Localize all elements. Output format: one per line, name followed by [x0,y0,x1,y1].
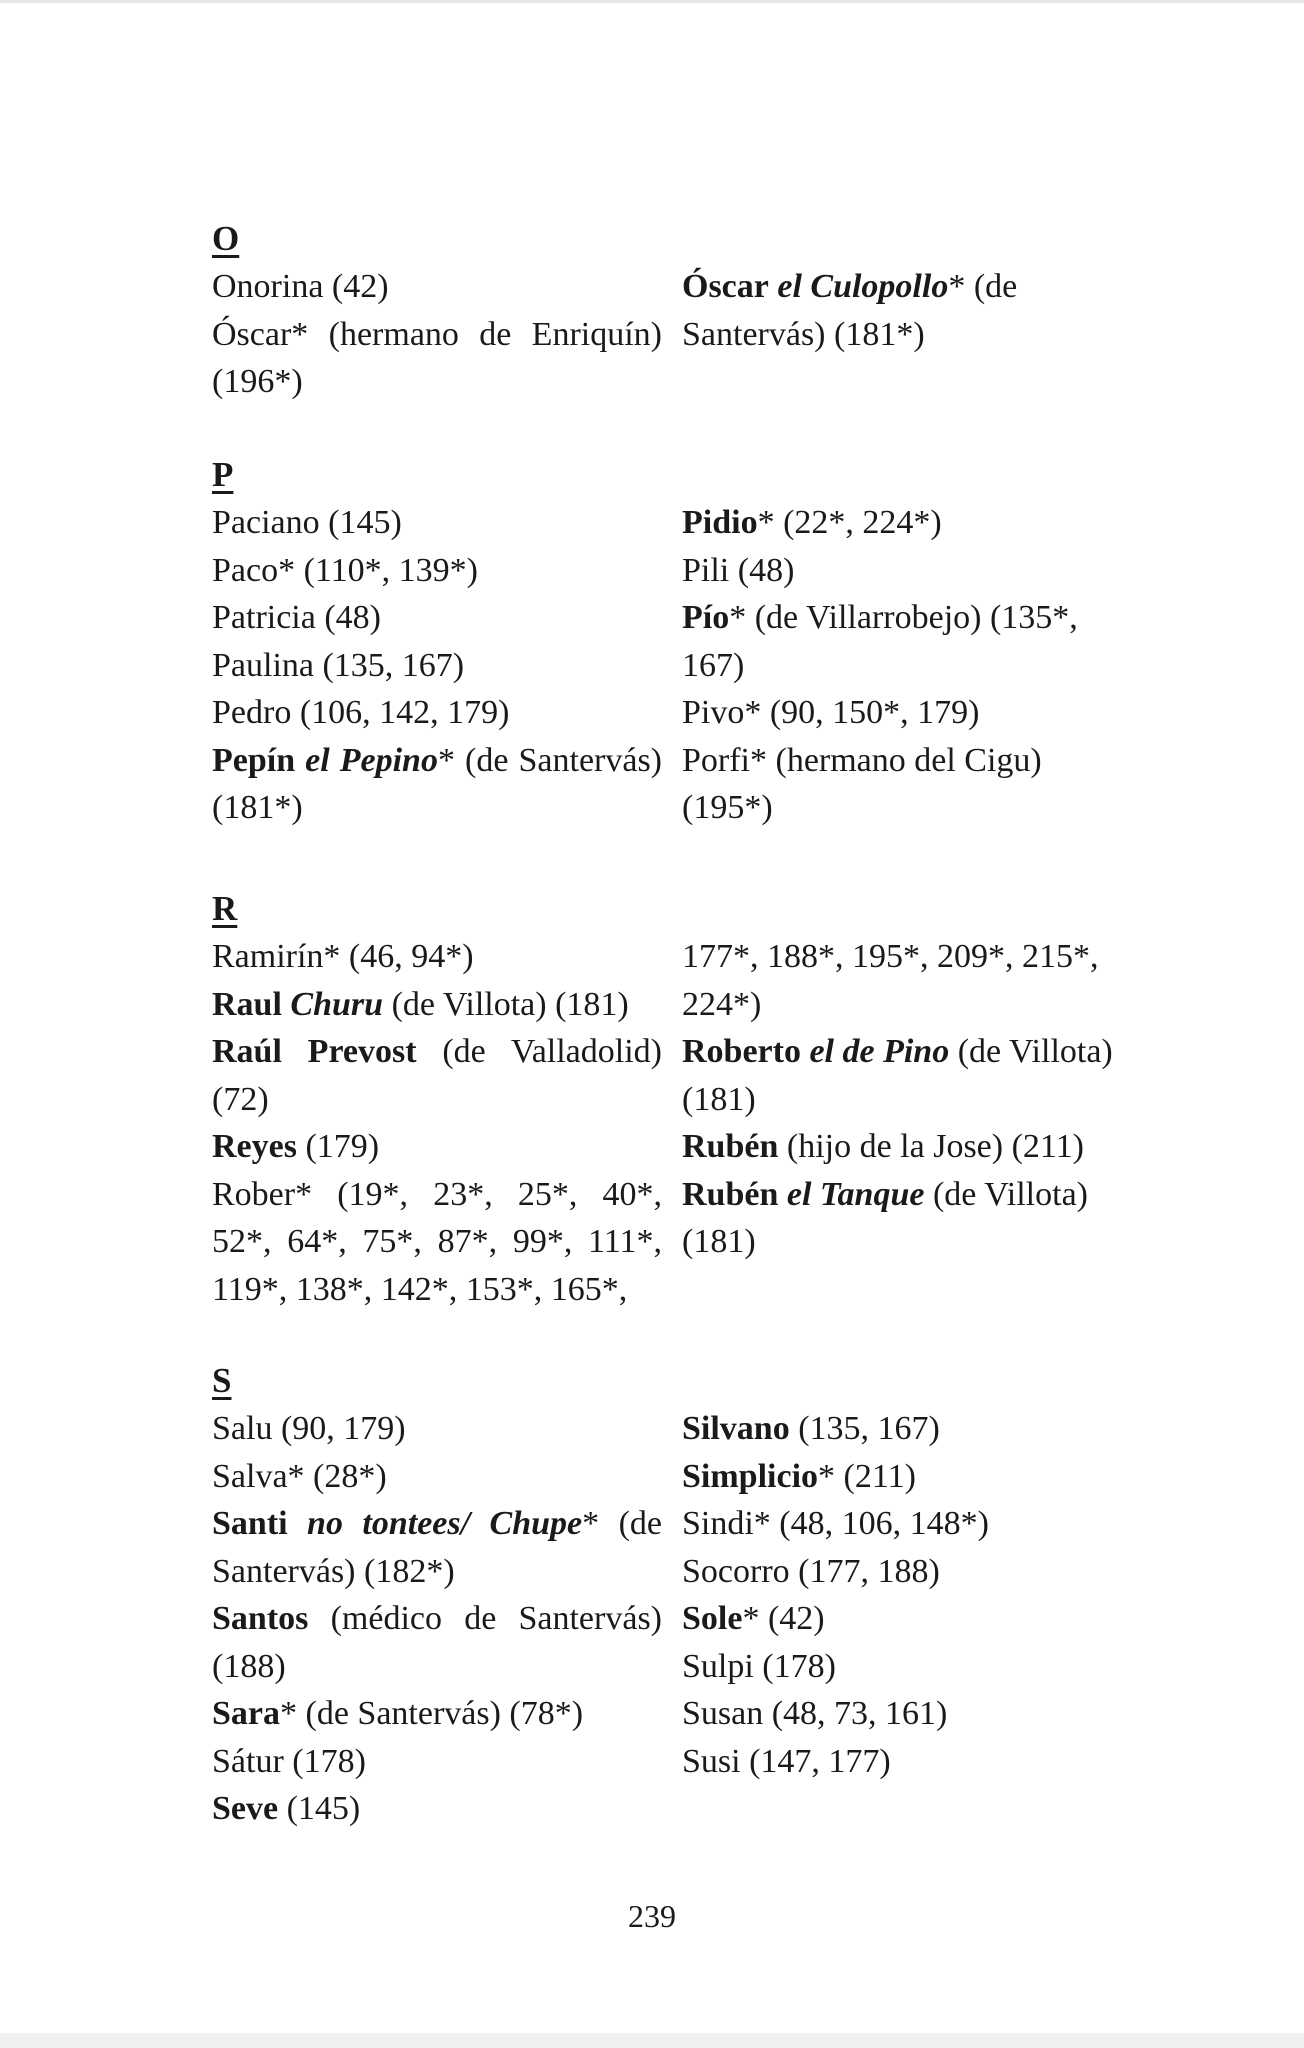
left-column [212,933,662,1313]
index-entry [682,933,1132,1028]
left-column [212,499,662,832]
entry-text: Patricia (48) [212,599,381,636]
entry-text: Salu (90, 179) [212,1410,406,1447]
index-entry [682,263,1132,358]
index-section-o [212,215,1132,406]
left-column [212,263,662,406]
entry-text: Sulpi (178) [682,1647,836,1685]
index-entry [212,933,662,981]
index-entry [212,263,662,311]
index-entry [212,1785,662,1833]
entry-text: Sátur (178) [212,1742,366,1780]
entry-text: Pili (48) [682,551,795,589]
entry-text: Paciano (145) [212,504,402,541]
index-entry [682,689,1132,737]
index-entry [212,1453,662,1501]
index-entry [682,1453,1132,1501]
entry-text: * (de Santervás) (181*) [212,741,662,826]
section-letter: O [212,219,240,258]
entry-text: (135, 167) [789,1410,940,1447]
entry-text: Paco* (110*, 139*) [212,551,478,589]
index-entry [212,311,662,406]
index-entry [212,1690,662,1738]
entry-text: (de Valladolid) (72) [212,1033,662,1118]
entry-text: Porfi* (hermano del Cigu) (195*) [682,741,1042,826]
entry-text: el Tanque [786,1175,925,1213]
entry-text [288,1505,307,1542]
entry-text: (médico de Santervás) (188) [212,1600,662,1685]
entry-text: Salva* (28*) [212,1457,387,1495]
entry-text: Onorina (42) [212,268,389,305]
entry-text: * (de Santervás) (182*) [212,1505,662,1590]
entry-text: Pepín [212,741,296,779]
index-entry [212,547,662,595]
entry-text: Pedro (106, 142, 179) [212,694,510,731]
index-entry [212,737,662,832]
index-entry [682,1643,1132,1691]
entry-text: Óscar [682,268,769,305]
entry-text: Susan (48, 73, 161) [682,1695,948,1732]
index-entry [212,499,662,547]
entry-text: Roberto [682,1033,801,1070]
index-entry [212,981,662,1029]
entry-text [778,1176,787,1213]
entry-text: * (211) [818,1457,916,1495]
section-letter: S [212,1361,232,1400]
index-entry [682,1595,1132,1643]
index-entry [212,1595,662,1690]
index-entry [212,1738,662,1786]
entry-text: (de Villota) (181) [682,1175,1088,1260]
entry-text: * (42) [742,1600,825,1637]
left-column [212,1405,662,1833]
entry-text: Ramirín* (46, 94*) [212,938,474,975]
index-section-r [212,885,1132,1313]
index-entry [682,1123,1132,1171]
entry-text: Socorro (177, 188) [682,1552,940,1590]
entry-text: el de Pino [809,1033,950,1070]
entry-text [295,742,305,779]
entry-text: el Pepino [305,741,438,779]
index-entry [212,1028,662,1123]
entry-text: Santos [212,1600,309,1637]
entry-text: (de Villota) (181) [682,1033,1113,1118]
index-entry [212,689,662,737]
index-entry [212,594,662,642]
index-entry [682,1500,1132,1548]
section-letter: P [212,455,234,494]
index-entry [212,1500,662,1595]
entry-text: (de Villota) (181) [383,985,629,1023]
entry-text: * (22*, 224*) [757,504,942,541]
entry-text: el Culopollo [777,268,949,305]
entry-text: Sara [212,1695,280,1732]
entry-text: Santi [212,1505,288,1542]
entry-text: Simplicio [682,1457,819,1495]
index-section-s [212,1357,1132,1833]
entry-text: Rubén [682,1175,779,1213]
right-column [682,933,1132,1313]
entry-text: Reyes [212,1128,297,1165]
entry-text: Rubén [682,1128,779,1165]
entry-text: * (de Villarrobejo) (135*, 167) [682,599,1078,684]
entry-text: Rober* (19*, 23*, 25*, 40*, 52*, 64*, 75*, 87*, 99*, 111*, 119*, 138*, 142*, 153*, 165*, [212,1175,662,1308]
page-number: 239 [628,1898,676,1934]
index-entry [682,594,1132,689]
entry-text: Silvano [682,1410,790,1447]
entry-text: (145) [278,1790,361,1827]
entry-text: Seve [212,1790,279,1827]
entry-text: Churu [290,985,384,1023]
right-column [682,499,1132,832]
index-entry [682,547,1132,595]
section-letter: R [212,889,238,928]
entry-text: Paulina (135, 167) [212,646,465,684]
entry-text: Sole [682,1600,743,1637]
right-column [682,263,1132,406]
entry-text: * (de Santervás) (78*) [280,1695,584,1732]
index-entry [212,1171,662,1314]
entry-text: Susi (147, 177) [682,1742,891,1780]
entry-text: Pío [682,599,730,636]
entry-text: Pivo* (90, 150*, 179) [682,694,980,731]
entry-text: Óscar* (hermano de Enriquín) (196*) [212,315,662,400]
index-entry [682,737,1132,832]
index-entry [682,1690,1132,1738]
entry-text: Raúl Prevost [212,1033,417,1070]
index-section-p [212,451,1132,832]
index-entry [682,1171,1132,1266]
entry-text: (179) [296,1128,380,1165]
index-entry [212,1123,662,1171]
entry-text: Pidio [682,504,758,541]
entry-text: Sindi* (48, 106, 148*) [682,1505,989,1542]
index-entry [682,1405,1132,1453]
index-entry [212,642,662,690]
entry-text: * (de Santervás) (181*) [682,268,1018,353]
index-entry [682,1028,1132,1123]
index-entry [682,1738,1132,1786]
entry-text: 177*, 188*, 195*, 209*, 215*, 224*) [682,938,1099,1023]
entry-text: no tontees/ Chupe [307,1505,583,1542]
index-entry [682,499,1132,547]
index-entry [682,1548,1132,1596]
right-column [682,1405,1132,1833]
entry-text: Raul [212,985,282,1023]
index-entry [212,1405,662,1453]
entry-text: (hijo de la Jose) (211) [778,1128,1084,1165]
